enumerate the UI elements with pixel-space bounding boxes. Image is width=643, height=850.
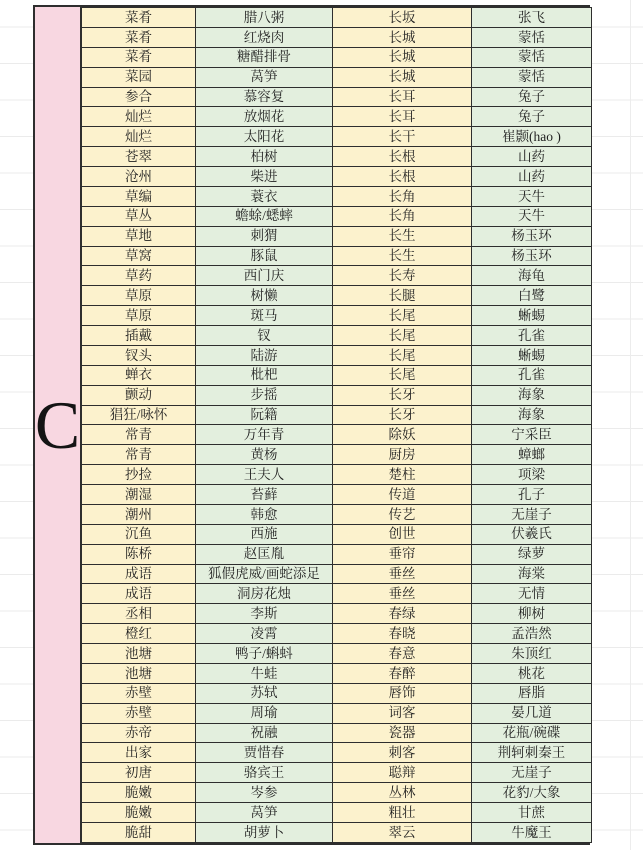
clue-cell: 创世 xyxy=(333,524,472,544)
answer-cell: 杨玉环 xyxy=(472,226,592,246)
clue-cell: 池塘 xyxy=(82,644,196,664)
clue-cell: 草药 xyxy=(82,266,196,286)
index-letter: C xyxy=(34,387,81,463)
answer-cell: 无崖子 xyxy=(472,504,592,524)
table-row xyxy=(82,624,592,644)
clue-cell: 长尾 xyxy=(333,345,472,365)
table-row xyxy=(82,226,592,246)
answer-index-table xyxy=(33,5,590,845)
clue-cell: 陈桥 xyxy=(82,544,196,564)
clue-cell: 长坂 xyxy=(333,8,472,28)
answer-table-body xyxy=(82,8,592,843)
table-row xyxy=(82,345,592,365)
table-row xyxy=(82,604,592,624)
clue-cell: 成语 xyxy=(82,584,196,604)
clue-cell: 长牙 xyxy=(333,385,472,405)
answer-cell: 蓑衣 xyxy=(196,186,333,206)
table-row xyxy=(82,445,592,465)
answer-cell: 骆宾王 xyxy=(196,763,333,783)
clue-cell: 长根 xyxy=(333,167,472,187)
answer-cell: 海象 xyxy=(472,405,592,425)
clue-cell: 粗壮 xyxy=(333,803,472,823)
answer-cell: 斑马 xyxy=(196,306,333,326)
answer-cell: 桃花 xyxy=(472,663,592,683)
clue-cell: 灿烂 xyxy=(82,127,196,147)
clue-cell: 赤壁 xyxy=(82,683,196,703)
clue-cell: 长城 xyxy=(333,27,472,47)
answer-cell: 天牛 xyxy=(472,206,592,226)
answer-cell: 柴进 xyxy=(196,167,333,187)
answer-cell: 万年青 xyxy=(196,425,333,445)
answer-cell: 西门庆 xyxy=(196,266,333,286)
clue-cell: 垂丝 xyxy=(333,564,472,584)
answer-cell: 树懒 xyxy=(196,286,333,306)
clue-cell: 常青 xyxy=(82,445,196,465)
clue-cell: 唇饰 xyxy=(333,683,472,703)
answer-cell: 陆游 xyxy=(196,345,333,365)
clue-cell: 瓷器 xyxy=(333,723,472,743)
table-row xyxy=(82,524,592,544)
clue-cell: 除妖 xyxy=(333,425,472,445)
answer-cell: 慕容复 xyxy=(196,87,333,107)
table-row xyxy=(82,743,592,763)
answer-cell: 孔雀 xyxy=(472,326,592,346)
table-row xyxy=(82,286,592,306)
table-row xyxy=(82,405,592,425)
answer-cell: 项梁 xyxy=(472,465,592,485)
clue-cell: 脆甜 xyxy=(82,822,196,842)
answer-cell: 杨玉环 xyxy=(472,246,592,266)
answer-cell: 海象 xyxy=(472,385,592,405)
clue-cell: 苍翠 xyxy=(82,147,196,167)
answer-cell: 李斯 xyxy=(196,604,333,624)
clue-cell: 蝉衣 xyxy=(82,365,196,385)
clue-cell: 潮湿 xyxy=(82,485,196,505)
clue-cell: 成语 xyxy=(82,564,196,584)
answer-cell: 苏轼 xyxy=(196,683,333,703)
table-row xyxy=(82,763,592,783)
table-row xyxy=(82,167,592,187)
table-row xyxy=(82,127,592,147)
answer-cell: 白鹭 xyxy=(472,286,592,306)
clue-cell: 钗头 xyxy=(82,345,196,365)
clue-cell: 颤动 xyxy=(82,385,196,405)
clue-cell: 聪辩 xyxy=(333,763,472,783)
clue-cell: 初唐 xyxy=(82,763,196,783)
table-row xyxy=(82,147,592,167)
clue-cell: 丞相 xyxy=(82,604,196,624)
table-row xyxy=(82,107,592,127)
table-row xyxy=(82,663,592,683)
clue-cell: 常青 xyxy=(82,425,196,445)
answer-cell: 蒙恬 xyxy=(472,27,592,47)
clue-cell: 沧州 xyxy=(82,167,196,187)
clue-cell: 参合 xyxy=(82,87,196,107)
clue-cell: 草编 xyxy=(82,186,196,206)
clue-cell: 菜肴 xyxy=(82,47,196,67)
answer-cell: 蜥蜴 xyxy=(472,306,592,326)
table-row xyxy=(82,186,592,206)
clue-cell: 草原 xyxy=(82,286,196,306)
clue-cell: 传道 xyxy=(333,485,472,505)
table-row xyxy=(82,465,592,485)
clue-cell: 长尾 xyxy=(333,306,472,326)
answer-cell: 兔子 xyxy=(472,87,592,107)
clue-cell: 长腿 xyxy=(333,286,472,306)
table-row xyxy=(82,544,592,564)
answer-cell: 海棠 xyxy=(472,564,592,584)
answer-cell: 无崖子 xyxy=(472,763,592,783)
answer-cell: 蟑螂 xyxy=(472,445,592,465)
table-row xyxy=(82,822,592,842)
answer-cell: 山药 xyxy=(472,147,592,167)
answer-cell: 洞房花烛 xyxy=(196,584,333,604)
clue-cell: 传艺 xyxy=(333,504,472,524)
answer-cell: 腊八粥 xyxy=(196,8,333,28)
clue-cell: 抄捡 xyxy=(82,465,196,485)
clue-cell: 楚柱 xyxy=(333,465,472,485)
answer-cell: 红烧肉 xyxy=(196,27,333,47)
table-row xyxy=(82,246,592,266)
clue-cell: 沉鱼 xyxy=(82,524,196,544)
table-row xyxy=(82,723,592,743)
clue-cell: 草原 xyxy=(82,306,196,326)
answer-cell: 唇脂 xyxy=(472,683,592,703)
clue-cell: 赤帝 xyxy=(82,723,196,743)
table-row xyxy=(82,683,592,703)
answer-cell: 伏羲氏 xyxy=(472,524,592,544)
answer-cell: 宁采臣 xyxy=(472,425,592,445)
answer-cell: 贾惜春 xyxy=(196,743,333,763)
clue-cell: 赤壁 xyxy=(82,703,196,723)
answer-cell: 胡萝卜 xyxy=(196,822,333,842)
clue-cell: 厨房 xyxy=(333,445,472,465)
table-row xyxy=(82,425,592,445)
clue-cell: 长城 xyxy=(333,47,472,67)
table-row xyxy=(82,266,592,286)
answer-cell: 柏树 xyxy=(196,147,333,167)
table-row xyxy=(82,47,592,67)
clue-cell: 春醉 xyxy=(333,663,472,683)
answer-cell: 甘蔗 xyxy=(472,803,592,823)
answer-cell: 蒙恬 xyxy=(472,67,592,87)
answer-cell: 苔藓 xyxy=(196,485,333,505)
answer-cell: 无情 xyxy=(472,584,592,604)
clue-cell: 垂帘 xyxy=(333,544,472,564)
answer-cell: 莴笋 xyxy=(196,803,333,823)
answer-cell: 牛魔王 xyxy=(472,822,592,842)
table-row xyxy=(82,385,592,405)
clue-cell: 长耳 xyxy=(333,87,472,107)
answer-cell: 豚鼠 xyxy=(196,246,333,266)
clue-cell: 长角 xyxy=(333,206,472,226)
clue-cell: 草窝 xyxy=(82,246,196,266)
clue-cell: 翠云 xyxy=(333,822,472,842)
answer-cell: 孟浩然 xyxy=(472,624,592,644)
answer-cell: 晏几道 xyxy=(472,703,592,723)
clue-cell: 脆嫩 xyxy=(82,803,196,823)
table-row xyxy=(82,326,592,346)
answer-cell: 花瓶/碗碟 xyxy=(472,723,592,743)
clue-cell: 长牙 xyxy=(333,405,472,425)
clue-cell: 池塘 xyxy=(82,663,196,683)
table-row xyxy=(82,564,592,584)
clue-cell: 菜园 xyxy=(82,67,196,87)
clue-cell: 春意 xyxy=(333,644,472,664)
clue-cell: 长尾 xyxy=(333,326,472,346)
clue-cell: 长角 xyxy=(333,186,472,206)
answer-cell: 天牛 xyxy=(472,186,592,206)
answer-cell: 蒙恬 xyxy=(472,47,592,67)
answer-cell: 牛蛙 xyxy=(196,663,333,683)
table-row xyxy=(82,485,592,505)
clue-cell: 长干 xyxy=(333,127,472,147)
answer-cell: 孔子 xyxy=(472,485,592,505)
answer-cell: 黄杨 xyxy=(196,445,333,465)
answer-cell: 阮籍 xyxy=(196,405,333,425)
answer-cell: 岑参 xyxy=(196,783,333,803)
clue-cell: 刺客 xyxy=(333,743,472,763)
answer-cell: 蜥蜴 xyxy=(472,345,592,365)
table-row xyxy=(82,27,592,47)
answer-cell: 钗 xyxy=(196,326,333,346)
clue-cell: 词客 xyxy=(333,703,472,723)
answer-cell: 太阳花 xyxy=(196,127,333,147)
answer-cell: 糖醋排骨 xyxy=(196,47,333,67)
table-row xyxy=(82,644,592,664)
clue-cell: 春绿 xyxy=(333,604,472,624)
answer-cell: 枇杷 xyxy=(196,365,333,385)
answer-cell: 周瑜 xyxy=(196,703,333,723)
clue-cell: 长耳 xyxy=(333,107,472,127)
sheet-gridline-vertical xyxy=(630,0,631,850)
table-row xyxy=(82,306,592,326)
clue-cell: 菜肴 xyxy=(82,27,196,47)
table-row xyxy=(82,67,592,87)
answer-cell: 刺猬 xyxy=(196,226,333,246)
clue-cell: 脆嫩 xyxy=(82,783,196,803)
clue-cell: 菜肴 xyxy=(82,8,196,28)
answer-cell: 海龟 xyxy=(472,266,592,286)
table-row xyxy=(82,504,592,524)
clue-cell: 草地 xyxy=(82,226,196,246)
clue-cell: 长生 xyxy=(333,226,472,246)
answer-cell: 绿萝 xyxy=(472,544,592,564)
clue-cell: 长生 xyxy=(333,246,472,266)
answer-cell: 西施 xyxy=(196,524,333,544)
answer-cell: 祝融 xyxy=(196,723,333,743)
table-row xyxy=(82,703,592,723)
clue-cell: 插戴 xyxy=(82,326,196,346)
clue-cell: 猖狂/咏怀 xyxy=(82,405,196,425)
clue-cell: 丛林 xyxy=(333,783,472,803)
answer-cell: 崔颢(hao ) xyxy=(472,127,592,147)
clue-cell: 潮州 xyxy=(82,504,196,524)
answer-cell: 赵匡胤 xyxy=(196,544,333,564)
answer-table xyxy=(81,7,592,843)
table-row xyxy=(82,206,592,226)
clue-cell: 长寿 xyxy=(333,266,472,286)
answer-cell: 朱顶红 xyxy=(472,644,592,664)
table-row xyxy=(82,87,592,107)
answer-cell: 张飞 xyxy=(472,8,592,28)
table-row xyxy=(82,584,592,604)
clue-cell: 草丛 xyxy=(82,206,196,226)
clue-cell: 长尾 xyxy=(333,365,472,385)
clue-cell: 垂丝 xyxy=(333,584,472,604)
clue-cell: 出家 xyxy=(82,743,196,763)
answer-cell: 韩愈 xyxy=(196,504,333,524)
answer-cell: 柳树 xyxy=(472,604,592,624)
answer-cell: 孔雀 xyxy=(472,365,592,385)
answer-cell: 蟾蜍/蟋蟀 xyxy=(196,206,333,226)
answer-cell: 莴笋 xyxy=(196,67,333,87)
answer-cell: 凌霄 xyxy=(196,624,333,644)
answer-cell: 花豹/大象 xyxy=(472,783,592,803)
table-row xyxy=(82,365,592,385)
table-row xyxy=(82,8,592,28)
answer-cell: 狐假虎威/画蛇添足 xyxy=(196,564,333,584)
answer-cell: 步摇 xyxy=(196,385,333,405)
answer-cell: 山药 xyxy=(472,167,592,187)
table-row xyxy=(82,803,592,823)
clue-cell: 灿烂 xyxy=(82,107,196,127)
answer-cell: 兔子 xyxy=(472,107,592,127)
clue-cell: 长城 xyxy=(333,67,472,87)
index-letter-column xyxy=(35,7,81,843)
clue-cell: 春晓 xyxy=(333,624,472,644)
table-row xyxy=(82,783,592,803)
answer-cell: 鸭子/蝌蚪 xyxy=(196,644,333,664)
clue-cell: 长根 xyxy=(333,147,472,167)
clue-cell: 橙红 xyxy=(82,624,196,644)
answer-cell: 王夫人 xyxy=(196,465,333,485)
answer-cell: 荆轲刺秦王 xyxy=(472,743,592,763)
answer-cell: 放烟花 xyxy=(196,107,333,127)
